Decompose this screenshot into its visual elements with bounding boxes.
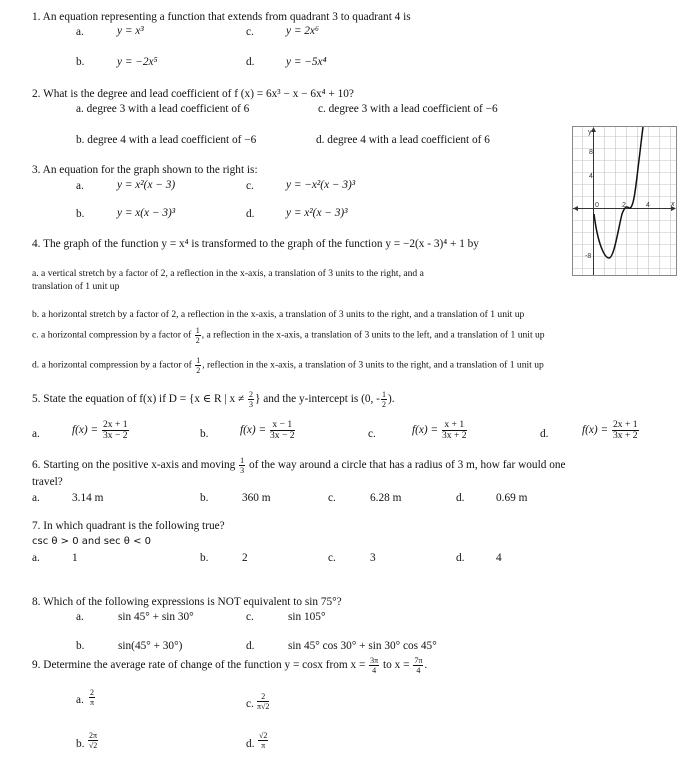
q6-option-d-label: d.	[456, 492, 465, 504]
q6-option-a-label: a.	[32, 492, 40, 504]
q9-option-c: $\frac{2}{\pi√2}$	[257, 692, 270, 711]
q8-option-a: sin 45° + sin 30°	[118, 611, 194, 623]
q5-stem-fraction-1: $\frac{2}{3}$	[248, 390, 253, 409]
q6-option-c-label: c.	[328, 492, 336, 504]
q4-option-c-fraction: $\frac{1}{2}$	[195, 326, 200, 345]
q7-option-c-label: c.	[328, 552, 336, 564]
q6-option-a: 3.14 m	[72, 492, 104, 504]
q4-option-a-line2: translation of 1 unit up	[32, 281, 120, 292]
q7-condition: csc θ > 0 and sec θ < 0	[32, 536, 152, 547]
q9-option-d: $\frac{√2}{\pi}$	[259, 731, 268, 750]
q3-option-a-label: a.	[76, 180, 84, 192]
graph-x-label: x	[671, 201, 675, 208]
q5-option-c: f(x) = $\frac{x + 1}{3x + 2}$	[412, 419, 467, 441]
q3-option-a: y = x²(x − 3)	[117, 179, 176, 191]
q6-stem-fraction: $\frac{1}{3}$	[240, 456, 245, 475]
q9-stem-fraction-1: $\frac{3\pi}{4}$	[370, 656, 379, 675]
q9-option-a-label: a.	[76, 694, 84, 706]
q4-option-d-pre: d. a horizontal compression by a factor of	[32, 359, 192, 371]
q5-option-d-label: d.	[540, 428, 549, 440]
q7-option-c: 3	[370, 552, 376, 564]
q4-stem: 4. The graph of the function y = x⁴ is transformed to the graph of the function y = −2(x - 3)⁴ + 1 by	[32, 238, 479, 250]
q1-option-a: y = x³	[117, 25, 144, 37]
q7-option-b-label: b.	[200, 552, 209, 564]
graph-origin: 0	[595, 202, 599, 209]
q3-stem: 3. An equation for the graph shown to the right is:	[32, 164, 258, 176]
q3-option-d-label: d.	[246, 208, 255, 220]
q1-option-b-label: b.	[76, 56, 85, 68]
q2-stem: 2. What is the degree and lead coefficient of f (x) = 6x³ − x − 6x⁴ + 10?	[32, 88, 354, 100]
q8-option-b-label: b.	[76, 640, 85, 652]
q1-option-d-label: d.	[246, 56, 255, 68]
q1-option-a-label: a.	[76, 26, 84, 38]
q9-stem-fraction-2: $\frac{7\pi}{4}$	[414, 656, 423, 675]
q5-option-b: f(x) = $\frac{x - 1}{3x - 2}$	[240, 419, 295, 441]
q9-option-b-label: b.	[76, 738, 85, 750]
q7-stem: 7. In which quadrant is the following true?	[32, 520, 225, 532]
q1-option-b: y = −2x⁵	[117, 56, 158, 68]
graph-y-label: y	[588, 129, 592, 136]
q6-option-b-label: b.	[200, 492, 209, 504]
q8-option-c: sin 105°	[288, 611, 326, 623]
q4-option-d	[32, 356, 544, 375]
q6-option-c: 6.28 m	[370, 492, 402, 504]
q3-option-c-label: c.	[246, 180, 254, 192]
q6-stem: 6. Starting on the positive x-axis and moving $\frac{1}{3}$ of the way around a circle that has a radius of 3 m, how far would one	[32, 456, 566, 475]
q2-option-b: b. degree 4 with a lead coefficient of −6	[76, 134, 257, 146]
q3-option-d: y = x²(x − 3)³	[286, 207, 348, 219]
q4-option-d-post: , reflection in the x-axis, a translation of 3 units to the right, and a translation of 1 unit up	[202, 359, 544, 371]
q8-option-c-label: c.	[246, 611, 254, 623]
q7-option-a: 1	[72, 552, 78, 564]
q9-option-c-label: c.	[246, 698, 254, 710]
q1-option-c-label: c.	[246, 26, 254, 38]
q3-option-b: y = x(x − 3)³	[117, 207, 176, 219]
q4-option-b: b. a horizontal stretch by a factor of 2, a reflection in the x-axis, a translation of 3 units to the right, and a translation of 1 unit up	[32, 309, 525, 320]
q5-option-b-label: b.	[200, 428, 209, 440]
q8-option-d-label: d.	[246, 640, 255, 652]
graph-y-tick-neg8: -8	[585, 253, 592, 260]
q9-option-b: $\frac{2\pi}{√2}$	[88, 731, 98, 750]
q3-option-c: y = −x²(x − 3)³	[286, 179, 356, 191]
q7-option-d-label: d.	[456, 552, 465, 564]
q7-option-d: 4	[496, 552, 502, 564]
q6-stem-line2: travel?	[32, 476, 63, 488]
q2-option-a: a. degree 3 with a lead coefficient of 6	[76, 103, 250, 115]
q5-stem: 5. State the equation of f(x) if D = {x ∈ R | x ≠ $\frac{2}{3}$ } and the y-intercept is (0, - $\frac{1}{2}$ ).	[32, 390, 395, 409]
q4-option-c	[32, 326, 545, 345]
q3-graph	[572, 126, 677, 276]
q9-option-d-label: d.	[246, 738, 255, 750]
graph-y-tick-8: 8	[589, 149, 593, 156]
graph-x-tick-2: 2	[622, 202, 626, 209]
q5-option-c-label: c.	[368, 428, 376, 440]
q1-option-c: y = 2x⁶	[286, 25, 319, 37]
q6-option-b: 360 m	[242, 492, 271, 504]
q5-option-a-label: a.	[32, 428, 40, 440]
q8-option-a-label: a.	[76, 611, 84, 623]
q2-option-c: c. degree 3 with a lead coefficient of −6	[318, 103, 498, 115]
q1-option-d: y = −5x⁴	[286, 56, 327, 68]
q7-option-a-label: a.	[32, 552, 40, 564]
q8-stem: 8. Which of the following expressions is NOT equivalent to sin 75°?	[32, 596, 342, 608]
q2-option-d: d. degree 4 with a lead coefficient of 6	[316, 134, 490, 146]
graph-y-tick-4: 4	[589, 173, 593, 180]
q4-option-d-fraction: $\frac{1}{2}$	[196, 356, 201, 375]
q5-option-a: f(x) = $\frac{2x + 1}{3x - 2}$	[72, 419, 128, 441]
q3-option-b-label: b.	[76, 208, 85, 220]
q4-option-c-pre: c. a horizontal compression by a factor of	[32, 329, 192, 341]
q8-option-b: sin(45° + 30°)	[118, 640, 183, 652]
graph-x-tick-4: 4	[646, 202, 650, 209]
q4-option-a-line1: a. a vertical stretch by a factor of 2, a reflection in the x-axis, a translation of 3 units to the right, and a	[32, 268, 424, 279]
q4-option-c-post: , a reflection in the x-axis, a translation of 3 units to the left, and a translation of 1 unit up	[201, 329, 545, 341]
q7-option-b: 2	[242, 552, 248, 564]
q6-option-d: 0.69 m	[496, 492, 528, 504]
q5-stem-fraction-2: $\frac{1}{2}$	[381, 390, 386, 409]
q5-option-d: f(x) = $\frac{2x + 1}{3x + 2}$	[582, 419, 638, 441]
q9-stem: 9. Determine the average rate of change of the function y = cosx from x = $\frac{3\pi}{4}$ to x = $\frac{7\pi}{4}$ .	[32, 656, 428, 675]
q8-option-d: sin 45° cos 30° + sin 30° cos 45°	[288, 640, 437, 652]
q1-stem: 1. An equation representing a function that extends from quadrant 3 to quadrant 4 is	[32, 11, 411, 23]
q9-option-a: $\frac{2}{\pi}$	[89, 688, 95, 707]
